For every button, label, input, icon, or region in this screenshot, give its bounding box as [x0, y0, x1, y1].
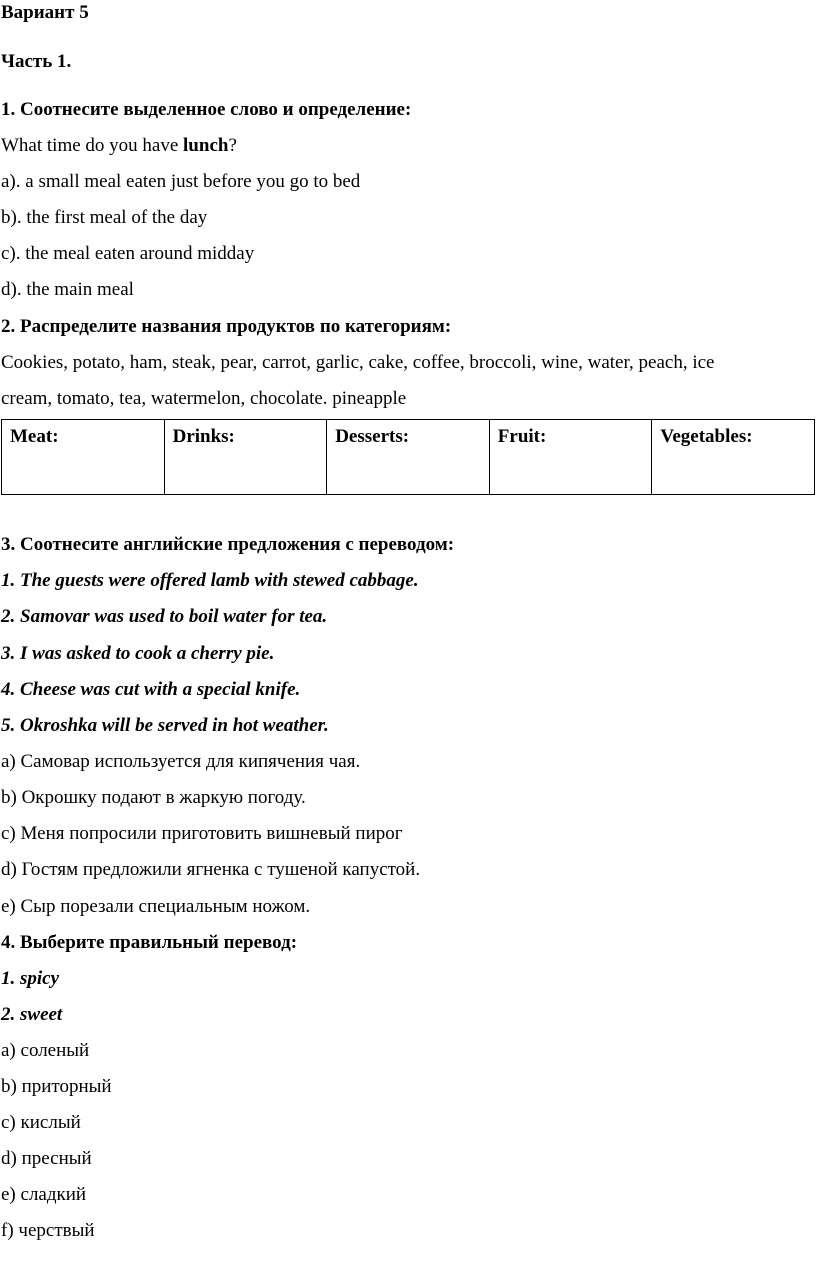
category-table-row — [2, 420, 815, 495]
task3-translation-c: c) Меня попросили приготовить вишневый пирог — [1, 823, 403, 844]
part-title: Часть 1. — [1, 51, 72, 72]
task4-option-c: c) кислый — [1, 1112, 81, 1133]
task3-translation-d: d) Гостям предложили ягненка с тушеной капустой. — [1, 859, 421, 880]
task1-question-before: What time do you have — [1, 135, 184, 156]
task1-option-b: b). the first meal of the day — [1, 207, 208, 228]
task3-sentence-5: 5. Okroshka will be served in hot weather. — [1, 715, 329, 736]
task4-word-2: 2. sweet — [1, 1004, 63, 1025]
category-table — [1, 419, 815, 495]
task4-word-1: 1. spicy — [1, 968, 60, 989]
task3-sentence-3: 3. I was asked to cook a cherry pie. — [1, 643, 275, 664]
task4-option-e: e) сладкий — [1, 1184, 87, 1205]
task3-translation-a: a) Самовар используется для кипячения чая. — [1, 751, 361, 772]
task4-heading: 4. Выберите правильный перевод: — [1, 932, 298, 953]
task1-question-after: ? — [228, 135, 237, 156]
column-fruit[interactable]: Fruit: — [489, 420, 652, 495]
task2-heading: 2. Распределите названия продуктов по категориям: — [1, 316, 452, 337]
task3-sentence-2: 2. Samovar was used to boil water for tea. — [1, 606, 328, 627]
task1-option-c: c). the meal eaten around midday — [1, 243, 255, 264]
column-vegetables[interactable]: Vegetables: — [652, 420, 815, 495]
task1-option-a: a). a small meal eaten just before you go to bed — [1, 171, 361, 192]
task1-option-d: d). the main meal — [1, 279, 134, 300]
task4-option-d: d) пресный — [1, 1148, 92, 1169]
task1-highlighted-word: lunch — [183, 135, 229, 156]
task4-option-a: a) соленый — [1, 1040, 90, 1061]
task2-text-line2: cream, tomato, tea, watermelon, chocolate. pineapple — [1, 388, 407, 409]
column-drinks[interactable]: Drinks: — [164, 420, 327, 495]
task3-sentence-4: 4. Cheese was cut with a special knife. — [1, 679, 301, 700]
task1-heading: 1. Соотнесите выделенное слово и определение: — [1, 99, 412, 120]
task3-translation-b: b) Окрошку подают в жаркую погоду. — [1, 787, 306, 808]
task4-option-b: b) приторный — [1, 1076, 112, 1097]
task1-question — [1, 135, 237, 157]
task3-sentence-1: 1. The guests were offered lamb with stewed cabbage. — [1, 570, 419, 591]
task4-option-f: f) черствый — [1, 1220, 95, 1241]
variant-title: Вариант 5 — [1, 2, 89, 23]
column-desserts[interactable]: Desserts: — [327, 420, 490, 495]
column-meat[interactable]: Meat: — [2, 420, 165, 495]
task3-heading: 3. Соотнесите английские предложения с переводом: — [1, 534, 455, 555]
task2-text-line1: Cookies, potato, ham, steak, pear, carrot, garlic, cake, coffee, broccoli, wine, water, peach, ice — [1, 352, 715, 373]
task3-translation-e: e) Сыр порезали специальным ножом. — [1, 896, 311, 917]
